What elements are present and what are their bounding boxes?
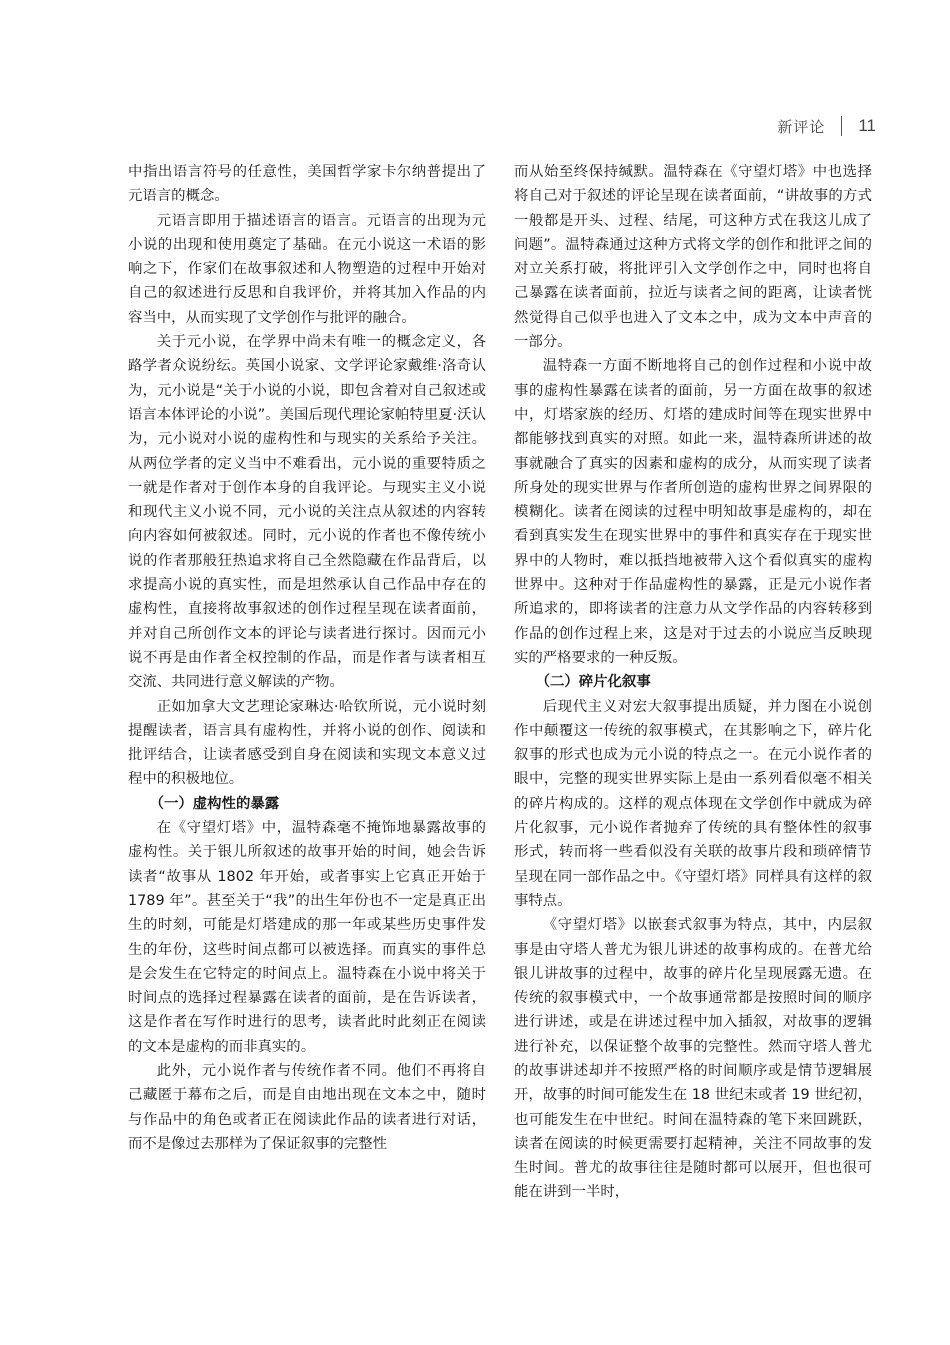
- left-column: [128, 160, 486, 1156]
- running-header: [777, 113, 876, 139]
- paragraph: 《守望灯塔》以嵌套式叙事为特点，其中，内层叙事是由守塔人普尤为银儿讲述的故事构成的。在普尤给银儿讲故事的过程中，故事的碎片化呈现展露无遗。在传统的叙事模式中，一个故事通常都是按照时间的顺序进行讲述，或是在讲述过程中加入插叙，对故事的逻辑进行补充，以保证整个故事的完整性。然而守塔人普尤的故事讲述却并不按照严格的时间顺序或是情节逻辑展开，故事的时间可能发生在 18 世纪末或者 19 世纪初，也可能发生在中世纪。时间在温特森的笔下来回跳跃，读者在阅读的时候更需要打起精神，关注不同故事的发生时间。普尤的故事往往是随时都可以展开，但也很可能在讲到一半时，: [514, 917, 872, 1201]
- paragraph: 元语言即用于描述语言的语言。元语言的出现为元小说的出现和使用奠定了基础。在元小说这一术语的影响之下，作家们在故事叙述和人物塑造的过程中开始对自己的叙述进行反思和自我评价，并将其加入作品的内容当中，从而实现了文学创作与批评的融合。: [128, 212, 486, 326]
- paragraph: 温特森一方面不断地将自己的创作过程和小说中故事的虚构性暴露在读者的面前，另一方面在故事的叙述中，灯塔家族的经历、灯塔的建成时间等在现实世界中都能够找到真实的对照。如此一来，温特森所讲述的故事就融合了真实的因素和虚构的成分，从而实现了读者所身处的现实世界与作者所创造的虚构世界之间界限的模糊化。读者在阅读的过程中明知故事是虚构的，却在看到真实发生在现实世界中的事件和真实存在于现实世界中的人物时，难以抵挡地被带入这个看似真实的虚构世界中。这种对于作品虚构性的暴露，正是元小说作者所追求的，即将读者的注意力从文学作品的内容转移到作品的创作过程上来，这是对于过去的小说应当反映现实的严格要求的一种反叛。: [514, 358, 872, 666]
- right-column: [514, 160, 872, 1205]
- paragraph: 在《守望灯塔》中，温特森毫不掩饰地暴露故事的虚构性。关于银儿所叙述的故事开始的时间，她会告诉读者“故事从 1802 年开始，或者事实上它真正开始于 1789 年”。甚至关于“我”的出生年份也不一定是真正出生的时刻，可能是灯塔建成的那一年或某些历史事件发生的年份，这些时间点都可以被选择。而真实的事件总是会发生在它特定的时间点上。温特森在小说中将关于时间点的选择过程暴露在读者的面前，是在告诉读者，这是作者在写作时进行的思考，读者此时此刻正在阅读的文本是虚构的而非真实的。: [128, 820, 486, 1055]
- paragraph: 中指出语言符号的任意性，美国哲学家卡尔纳普提出了元语言的概念。: [128, 164, 486, 205]
- section-heading: （一）虚构性的暴露: [149, 795, 280, 812]
- header-divider: [841, 116, 842, 136]
- paragraph: 而从始至终保持缄默。温特森在《守望灯塔》中也选择将自己对于叙述的评论呈现在读者面前，“讲故事的方式一般都是开头、过程、结尾，可这种方式在我这儿成了问题”。温特森通过这种方式将文学的创作和批评之间的对立关系打破，将批评引入文学创作之中，同时也将自己暴露在读者面前，拉近与读者之间的距离，让读者恍然觉得自己似乎也进入了文本之中，成为文本中声音的一部分。: [514, 164, 872, 351]
- paragraph: 正如加拿大文艺理论家琳达·哈钦所说，元小说时刻提醒读者，语言具有虚构性，并将小说的创作、阅读和批评结合，让读者感受到自身在阅读和实现文本意义过程中的积极地位。: [128, 698, 486, 788]
- page-number: 11: [858, 116, 876, 135]
- section-heading: （二）碎片化叙事: [535, 674, 651, 691]
- paragraph: 此外，元小说作者与传统作者不同。他们不再将自己藏匿于幕布之后，而是自由地出现在文本之中，随时与作品中的角色或者正在阅读此作品的读者进行对话，而不是像过去那样为了保证叙事的完整性: [128, 1062, 486, 1152]
- paragraph: 关于元小说，在学界中尚未有唯一的概念定义，各路学者众说纷纭。英国小说家、文学评论家戴维·洛奇认为，元小说是“关于小说的小说，即包含着对自己叙述或语言本体评论的小说”。美国后现代理论家帕特里夏·沃认为，元小说对小说的虚构性和与现实的关系给予关注。从两位学者的定义当中不难看出，元小说的重要特质之一就是作者对于创作本身的自我评论。与现实主义小说和现代主义小说不同，元小说的关注点从叙述的内容转向内容如何被叙述。同时，元小说的作者也不像传统小说的作者那般狂热追求将自己全然隐藏在作品背后，以求提高小说的真实性，而是坦然承认自己作品中存在的虚构性，直接将故事叙述的创作过程呈现在读者面前，并对自己所创作文本的评论与读者进行探讨。因而元小说不再是由作者全权控制的作品，而是作者与读者相互交流、共同进行意义解读的产物。: [128, 334, 486, 691]
- journal-title: 新评论: [777, 117, 826, 136]
- paragraph: 后现代主义对宏大叙事提出质疑，并力图在小说创作中颠覆这一传统的叙事模式，在其影响之下，碎片化叙事的形式也成为元小说的特点之一。在元小说作者的眼中，完整的现实世界实际上是由一系列看似毫不相关的碎片构成的。这样的观点体现在文学创作中就成为碎片化叙事，元小说作者抛弃了传统的具有整体性的叙事形式，转而将一些看似没有关联的故事片段和琐碎情节呈现在同一部作品之中。《守望灯塔》同样具有这样的叙事特点。: [514, 698, 872, 909]
